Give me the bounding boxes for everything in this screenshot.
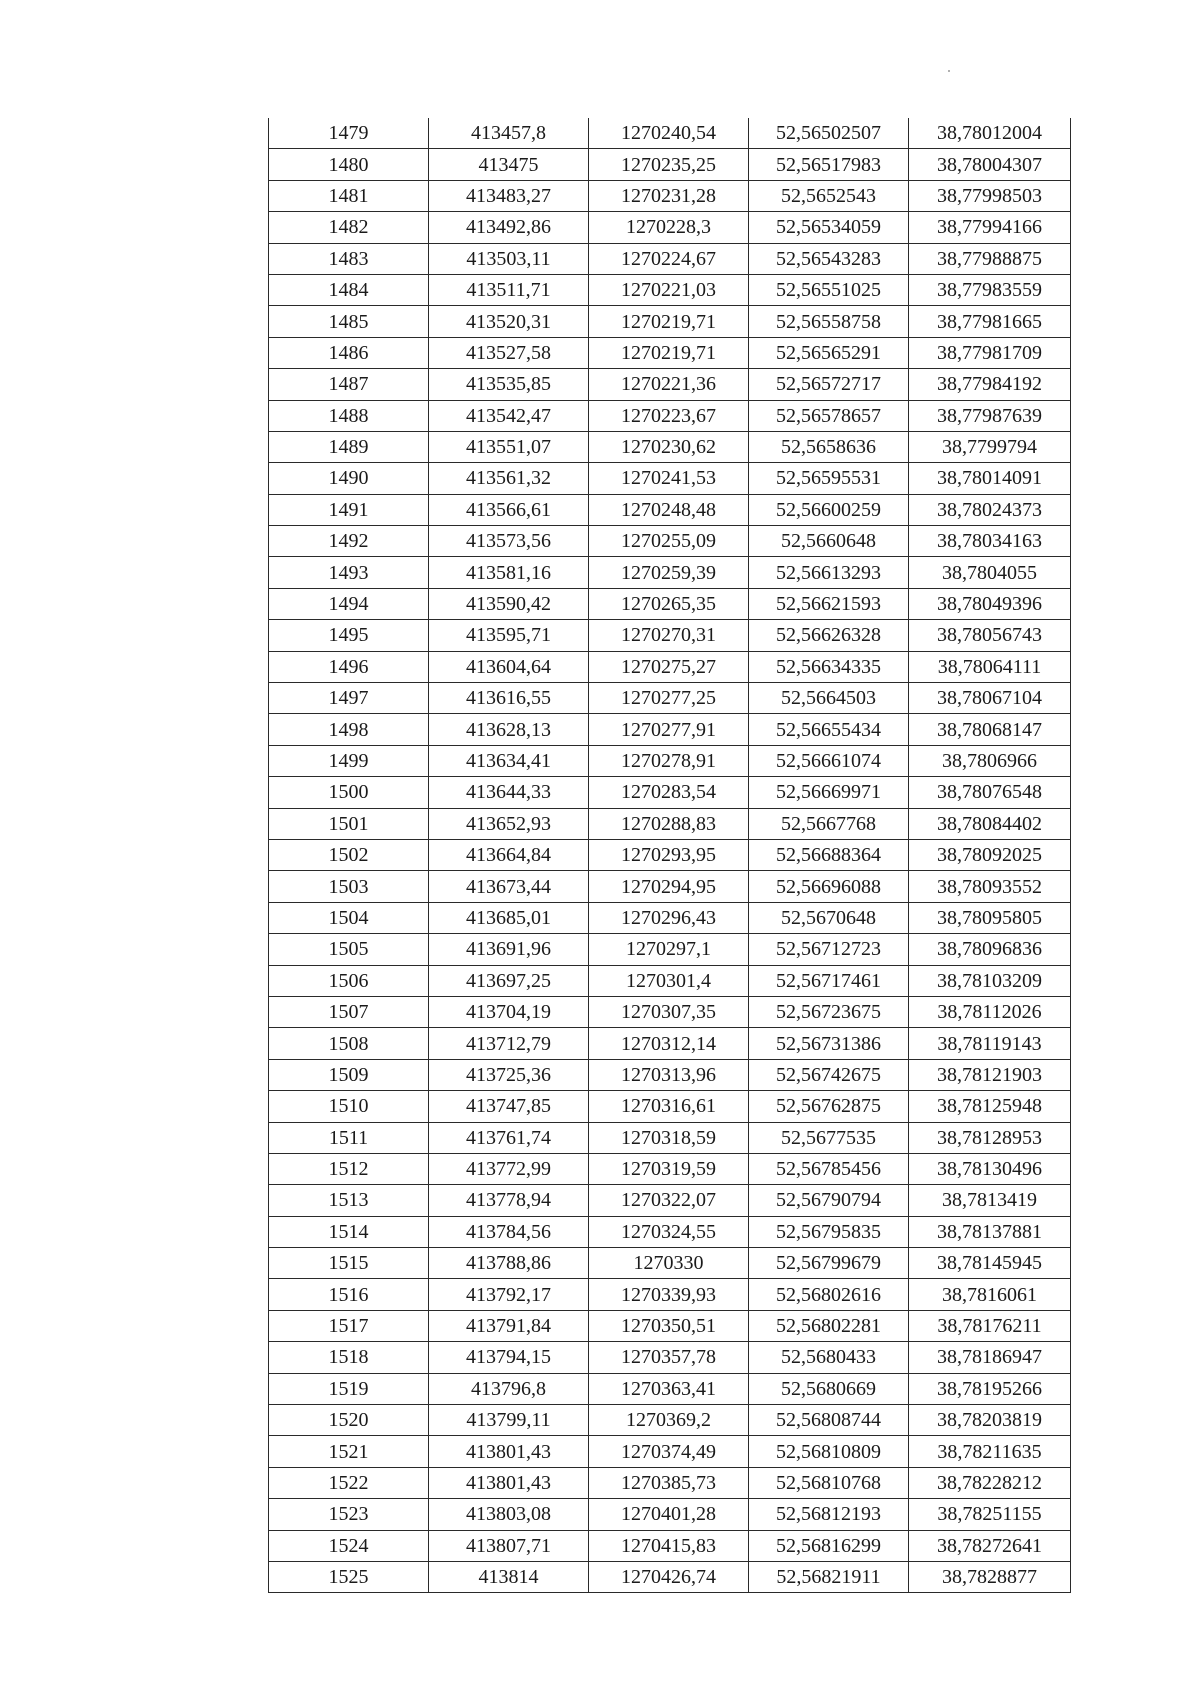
- table-row: [269, 494, 1071, 525]
- y-coordinate-cell: 1270324,55: [589, 1216, 749, 1247]
- longitude-cell: 38,78068147: [909, 714, 1071, 745]
- table-row: [269, 620, 1071, 651]
- y-coordinate-cell: 1270275,27: [589, 651, 749, 682]
- y-coordinate-cell: 1270357,78: [589, 1342, 749, 1373]
- table-row: [269, 839, 1071, 870]
- y-coordinate-cell: 1270307,35: [589, 996, 749, 1027]
- longitude-cell: 38,77988875: [909, 243, 1071, 274]
- point-number-cell: 1517: [269, 1310, 429, 1341]
- table-row: [269, 808, 1071, 839]
- table-row: [269, 1436, 1071, 1467]
- x-coordinate-cell: 413807,71: [429, 1530, 589, 1561]
- x-coordinate-cell: 413664,84: [429, 839, 589, 870]
- x-coordinate-cell: 413561,32: [429, 463, 589, 494]
- longitude-cell: 38,78067104: [909, 683, 1071, 714]
- point-number-cell: 1483: [269, 243, 429, 274]
- table-row: [269, 431, 1071, 462]
- table-row: [269, 1561, 1071, 1592]
- latitude-cell: 52,5677535: [749, 1122, 909, 1153]
- point-number-cell: 1492: [269, 526, 429, 557]
- point-number-cell: 1525: [269, 1561, 429, 1592]
- coordinates-table: [268, 118, 1071, 1593]
- point-number-cell: 1513: [269, 1185, 429, 1216]
- x-coordinate-cell: 413791,84: [429, 1310, 589, 1341]
- table-row: [269, 212, 1071, 243]
- latitude-cell: 52,56688364: [749, 839, 909, 870]
- longitude-cell: 38,78012004: [909, 118, 1071, 149]
- longitude-cell: 38,78049396: [909, 588, 1071, 619]
- longitude-cell: 38,77987639: [909, 400, 1071, 431]
- latitude-cell: 52,56502507: [749, 118, 909, 149]
- latitude-cell: 52,56565291: [749, 337, 909, 368]
- x-coordinate-cell: 413697,25: [429, 965, 589, 996]
- longitude-cell: 38,77981665: [909, 306, 1071, 337]
- table-row: [269, 149, 1071, 180]
- x-coordinate-cell: 413712,79: [429, 1028, 589, 1059]
- point-number-cell: 1519: [269, 1373, 429, 1404]
- longitude-cell: 38,78203819: [909, 1405, 1071, 1436]
- table-row: [269, 1279, 1071, 1310]
- latitude-cell: 52,56696088: [749, 871, 909, 902]
- point-number-cell: 1507: [269, 996, 429, 1027]
- point-number-cell: 1515: [269, 1248, 429, 1279]
- longitude-cell: 38,78004307: [909, 149, 1071, 180]
- y-coordinate-cell: 1270283,54: [589, 777, 749, 808]
- x-coordinate-cell: 413628,13: [429, 714, 589, 745]
- table-row: [269, 902, 1071, 933]
- table-row: [269, 1216, 1071, 1247]
- x-coordinate-cell: 413616,55: [429, 683, 589, 714]
- table-row: [269, 1342, 1071, 1373]
- y-coordinate-cell: 1270288,83: [589, 808, 749, 839]
- table-row: [269, 996, 1071, 1027]
- point-number-cell: 1502: [269, 839, 429, 870]
- point-number-cell: 1522: [269, 1467, 429, 1498]
- table-row: [269, 777, 1071, 808]
- longitude-cell: 38,7816061: [909, 1279, 1071, 1310]
- latitude-cell: 52,56543283: [749, 243, 909, 274]
- point-number-cell: 1501: [269, 808, 429, 839]
- latitude-cell: 52,56613293: [749, 557, 909, 588]
- table-row: [269, 1248, 1071, 1279]
- longitude-cell: 38,78251155: [909, 1499, 1071, 1530]
- point-number-cell: 1485: [269, 306, 429, 337]
- y-coordinate-cell: 1270316,61: [589, 1091, 749, 1122]
- point-number-cell: 1508: [269, 1028, 429, 1059]
- table-row: [269, 588, 1071, 619]
- table-row: [269, 1310, 1071, 1341]
- table-row: [269, 274, 1071, 305]
- x-coordinate-cell: 413581,16: [429, 557, 589, 588]
- y-coordinate-cell: 1270301,4: [589, 965, 749, 996]
- point-number-cell: 1505: [269, 934, 429, 965]
- table-row: [269, 337, 1071, 368]
- y-coordinate-cell: 1270363,41: [589, 1373, 749, 1404]
- x-coordinate-cell: 413801,43: [429, 1467, 589, 1498]
- x-coordinate-cell: 413772,99: [429, 1153, 589, 1184]
- longitude-cell: 38,78112026: [909, 996, 1071, 1027]
- point-number-cell: 1504: [269, 902, 429, 933]
- longitude-cell: 38,7806966: [909, 745, 1071, 776]
- latitude-cell: 52,56551025: [749, 274, 909, 305]
- latitude-cell: 52,56821911: [749, 1561, 909, 1592]
- x-coordinate-cell: 413492,86: [429, 212, 589, 243]
- longitude-cell: 38,78272641: [909, 1530, 1071, 1561]
- x-coordinate-cell: 413475: [429, 149, 589, 180]
- latitude-cell: 52,5680669: [749, 1373, 909, 1404]
- x-coordinate-cell: 413604,64: [429, 651, 589, 682]
- table-row: [269, 1059, 1071, 1090]
- point-number-cell: 1500: [269, 777, 429, 808]
- table-row: [269, 1122, 1071, 1153]
- latitude-cell: 52,56799679: [749, 1248, 909, 1279]
- y-coordinate-cell: 1270235,25: [589, 149, 749, 180]
- x-coordinate-cell: 413803,08: [429, 1499, 589, 1530]
- latitude-cell: 52,56790794: [749, 1185, 909, 1216]
- table-row: [269, 1530, 1071, 1561]
- y-coordinate-cell: 1270330: [589, 1248, 749, 1279]
- y-coordinate-cell: 1270240,54: [589, 118, 749, 149]
- point-number-cell: 1479: [269, 118, 429, 149]
- y-coordinate-cell: 1270415,83: [589, 1530, 749, 1561]
- longitude-cell: 38,77984192: [909, 369, 1071, 400]
- y-coordinate-cell: 1270319,59: [589, 1153, 749, 1184]
- y-coordinate-cell: 1270231,28: [589, 180, 749, 211]
- latitude-cell: 52,56661074: [749, 745, 909, 776]
- y-coordinate-cell: 1270401,28: [589, 1499, 749, 1530]
- latitude-cell: 52,56626328: [749, 620, 909, 651]
- longitude-cell: 38,78228212: [909, 1467, 1071, 1498]
- longitude-cell: 38,78119143: [909, 1028, 1071, 1059]
- latitude-cell: 52,56534059: [749, 212, 909, 243]
- longitude-cell: 38,77983559: [909, 274, 1071, 305]
- y-coordinate-cell: 1270248,48: [589, 494, 749, 525]
- latitude-cell: 52,56785456: [749, 1153, 909, 1184]
- point-number-cell: 1506: [269, 965, 429, 996]
- longitude-cell: 38,78128953: [909, 1122, 1071, 1153]
- x-coordinate-cell: 413761,74: [429, 1122, 589, 1153]
- table-row: [269, 1467, 1071, 1498]
- x-coordinate-cell: 413792,17: [429, 1279, 589, 1310]
- longitude-cell: 38,78103209: [909, 965, 1071, 996]
- point-number-cell: 1512: [269, 1153, 429, 1184]
- y-coordinate-cell: 1270221,03: [589, 274, 749, 305]
- point-number-cell: 1482: [269, 212, 429, 243]
- x-coordinate-cell: 413503,11: [429, 243, 589, 274]
- point-number-cell: 1480: [269, 149, 429, 180]
- point-number-cell: 1486: [269, 337, 429, 368]
- table-row: [269, 400, 1071, 431]
- point-number-cell: 1497: [269, 683, 429, 714]
- x-coordinate-cell: 413573,56: [429, 526, 589, 557]
- x-coordinate-cell: 413457,8: [429, 118, 589, 149]
- point-number-cell: 1516: [269, 1279, 429, 1310]
- latitude-cell: 52,56808744: [749, 1405, 909, 1436]
- y-coordinate-cell: 1270255,09: [589, 526, 749, 557]
- y-coordinate-cell: 1270369,2: [589, 1405, 749, 1436]
- y-coordinate-cell: 1270313,96: [589, 1059, 749, 1090]
- longitude-cell: 38,78084402: [909, 808, 1071, 839]
- y-coordinate-cell: 1270312,14: [589, 1028, 749, 1059]
- point-number-cell: 1488: [269, 400, 429, 431]
- point-number-cell: 1511: [269, 1122, 429, 1153]
- table-row: [269, 1373, 1071, 1404]
- x-coordinate-cell: 413673,44: [429, 871, 589, 902]
- latitude-cell: 52,56655434: [749, 714, 909, 745]
- longitude-cell: 38,78064111: [909, 651, 1071, 682]
- y-coordinate-cell: 1270426,74: [589, 1561, 749, 1592]
- scan-speck: [948, 70, 950, 72]
- x-coordinate-cell: 413794,15: [429, 1342, 589, 1373]
- table-row: [269, 463, 1071, 494]
- latitude-cell: 52,5660648: [749, 526, 909, 557]
- point-number-cell: 1493: [269, 557, 429, 588]
- table-row: [269, 683, 1071, 714]
- y-coordinate-cell: 1270224,67: [589, 243, 749, 274]
- x-coordinate-cell: 413595,71: [429, 620, 589, 651]
- table-row: [269, 1153, 1071, 1184]
- latitude-cell: 52,56634335: [749, 651, 909, 682]
- latitude-cell: 52,56810809: [749, 1436, 909, 1467]
- x-coordinate-cell: 413590,42: [429, 588, 589, 619]
- point-number-cell: 1518: [269, 1342, 429, 1373]
- latitude-cell: 52,5680433: [749, 1342, 909, 1373]
- point-number-cell: 1524: [269, 1530, 429, 1561]
- y-coordinate-cell: 1270294,95: [589, 871, 749, 902]
- latitude-cell: 52,56669971: [749, 777, 909, 808]
- latitude-cell: 52,56802281: [749, 1310, 909, 1341]
- point-number-cell: 1494: [269, 588, 429, 619]
- latitude-cell: 52,56600259: [749, 494, 909, 525]
- table-row: [269, 1028, 1071, 1059]
- latitude-cell: 52,56742675: [749, 1059, 909, 1090]
- x-coordinate-cell: 413801,43: [429, 1436, 589, 1467]
- longitude-cell: 38,78096836: [909, 934, 1071, 965]
- longitude-cell: 38,77994166: [909, 212, 1071, 243]
- point-number-cell: 1520: [269, 1405, 429, 1436]
- y-coordinate-cell: 1270374,49: [589, 1436, 749, 1467]
- point-number-cell: 1498: [269, 714, 429, 745]
- y-coordinate-cell: 1270277,25: [589, 683, 749, 714]
- longitude-cell: 38,78195266: [909, 1373, 1071, 1404]
- table-row: [269, 557, 1071, 588]
- y-coordinate-cell: 1270228,3: [589, 212, 749, 243]
- table-row: [269, 526, 1071, 557]
- coordinates-table-body: [269, 118, 1071, 1593]
- longitude-cell: 38,78137881: [909, 1216, 1071, 1247]
- point-number-cell: 1496: [269, 651, 429, 682]
- x-coordinate-cell: 413551,07: [429, 431, 589, 462]
- y-coordinate-cell: 1270350,51: [589, 1310, 749, 1341]
- table-row: [269, 243, 1071, 274]
- point-number-cell: 1509: [269, 1059, 429, 1090]
- latitude-cell: 52,56731386: [749, 1028, 909, 1059]
- longitude-cell: 38,78056743: [909, 620, 1071, 651]
- y-coordinate-cell: 1270221,36: [589, 369, 749, 400]
- table-row: [269, 1499, 1071, 1530]
- point-number-cell: 1487: [269, 369, 429, 400]
- table-row: [269, 306, 1071, 337]
- longitude-cell: 38,7813419: [909, 1185, 1071, 1216]
- y-coordinate-cell: 1270230,62: [589, 431, 749, 462]
- x-coordinate-cell: 413788,86: [429, 1248, 589, 1279]
- table-row: [269, 651, 1071, 682]
- x-coordinate-cell: 413520,31: [429, 306, 589, 337]
- longitude-cell: 38,78076548: [909, 777, 1071, 808]
- x-coordinate-cell: 413691,96: [429, 934, 589, 965]
- table-row: [269, 118, 1071, 149]
- point-number-cell: 1484: [269, 274, 429, 305]
- x-coordinate-cell: 413778,94: [429, 1185, 589, 1216]
- y-coordinate-cell: 1270223,67: [589, 400, 749, 431]
- y-coordinate-cell: 1270277,91: [589, 714, 749, 745]
- longitude-cell: 38,7799794: [909, 431, 1071, 462]
- y-coordinate-cell: 1270241,53: [589, 463, 749, 494]
- x-coordinate-cell: 413747,85: [429, 1091, 589, 1122]
- x-coordinate-cell: 413535,85: [429, 369, 589, 400]
- latitude-cell: 52,56812193: [749, 1499, 909, 1530]
- longitude-cell: 38,78125948: [909, 1091, 1071, 1122]
- latitude-cell: 52,5658636: [749, 431, 909, 462]
- point-number-cell: 1514: [269, 1216, 429, 1247]
- point-number-cell: 1521: [269, 1436, 429, 1467]
- latitude-cell: 52,56795835: [749, 1216, 909, 1247]
- x-coordinate-cell: 413634,41: [429, 745, 589, 776]
- y-coordinate-cell: 1270270,31: [589, 620, 749, 651]
- latitude-cell: 52,56717461: [749, 965, 909, 996]
- latitude-cell: 52,56810768: [749, 1467, 909, 1498]
- latitude-cell: 52,5667768: [749, 808, 909, 839]
- y-coordinate-cell: 1270322,07: [589, 1185, 749, 1216]
- y-coordinate-cell: 1270219,71: [589, 337, 749, 368]
- y-coordinate-cell: 1270385,73: [589, 1467, 749, 1498]
- latitude-cell: 52,56802616: [749, 1279, 909, 1310]
- point-number-cell: 1499: [269, 745, 429, 776]
- table-row: [269, 1405, 1071, 1436]
- x-coordinate-cell: 413644,33: [429, 777, 589, 808]
- longitude-cell: 38,78186947: [909, 1342, 1071, 1373]
- y-coordinate-cell: 1270318,59: [589, 1122, 749, 1153]
- y-coordinate-cell: 1270293,95: [589, 839, 749, 870]
- longitude-cell: 38,78211635: [909, 1436, 1071, 1467]
- table-row: [269, 965, 1071, 996]
- point-number-cell: 1503: [269, 871, 429, 902]
- latitude-cell: 52,56595531: [749, 463, 909, 494]
- latitude-cell: 52,56621593: [749, 588, 909, 619]
- table-row: [269, 871, 1071, 902]
- latitude-cell: 52,56578657: [749, 400, 909, 431]
- point-number-cell: 1490: [269, 463, 429, 494]
- latitude-cell: 52,5652543: [749, 180, 909, 211]
- longitude-cell: 38,78034163: [909, 526, 1071, 557]
- point-number-cell: 1495: [269, 620, 429, 651]
- longitude-cell: 38,78130496: [909, 1153, 1071, 1184]
- latitude-cell: 52,56517983: [749, 149, 909, 180]
- longitude-cell: 38,78014091: [909, 463, 1071, 494]
- longitude-cell: 38,78095805: [909, 902, 1071, 933]
- longitude-cell: 38,78121903: [909, 1059, 1071, 1090]
- x-coordinate-cell: 413511,71: [429, 274, 589, 305]
- longitude-cell: 38,78176211: [909, 1310, 1071, 1341]
- longitude-cell: 38,7804055: [909, 557, 1071, 588]
- longitude-cell: 38,7828877: [909, 1561, 1071, 1592]
- longitude-cell: 38,78093552: [909, 871, 1071, 902]
- x-coordinate-cell: 413799,11: [429, 1405, 589, 1436]
- latitude-cell: 52,56723675: [749, 996, 909, 1027]
- table-row: [269, 745, 1071, 776]
- latitude-cell: 52,56558758: [749, 306, 909, 337]
- x-coordinate-cell: 413725,36: [429, 1059, 589, 1090]
- y-coordinate-cell: 1270265,35: [589, 588, 749, 619]
- x-coordinate-cell: 413685,01: [429, 902, 589, 933]
- x-coordinate-cell: 413652,93: [429, 808, 589, 839]
- x-coordinate-cell: 413542,47: [429, 400, 589, 431]
- latitude-cell: 52,5664503: [749, 683, 909, 714]
- latitude-cell: 52,56712723: [749, 934, 909, 965]
- table-row: [269, 714, 1071, 745]
- y-coordinate-cell: 1270296,43: [589, 902, 749, 933]
- latitude-cell: 52,5670648: [749, 902, 909, 933]
- y-coordinate-cell: 1270219,71: [589, 306, 749, 337]
- table-row: [269, 1091, 1071, 1122]
- longitude-cell: 38,78092025: [909, 839, 1071, 870]
- y-coordinate-cell: 1270278,91: [589, 745, 749, 776]
- x-coordinate-cell: 413527,58: [429, 337, 589, 368]
- point-number-cell: 1489: [269, 431, 429, 462]
- longitude-cell: 38,77981709: [909, 337, 1071, 368]
- y-coordinate-cell: 1270259,39: [589, 557, 749, 588]
- x-coordinate-cell: 413704,19: [429, 996, 589, 1027]
- point-number-cell: 1491: [269, 494, 429, 525]
- x-coordinate-cell: 413796,8: [429, 1373, 589, 1404]
- x-coordinate-cell: 413566,61: [429, 494, 589, 525]
- y-coordinate-cell: 1270297,1: [589, 934, 749, 965]
- y-coordinate-cell: 1270339,93: [589, 1279, 749, 1310]
- point-number-cell: 1523: [269, 1499, 429, 1530]
- x-coordinate-cell: 413784,56: [429, 1216, 589, 1247]
- longitude-cell: 38,78024373: [909, 494, 1071, 525]
- longitude-cell: 38,77998503: [909, 180, 1071, 211]
- x-coordinate-cell: 413483,27: [429, 180, 589, 211]
- point-number-cell: 1510: [269, 1091, 429, 1122]
- table-row: [269, 369, 1071, 400]
- latitude-cell: 52,56572717: [749, 369, 909, 400]
- table-row: [269, 934, 1071, 965]
- latitude-cell: 52,56762875: [749, 1091, 909, 1122]
- point-number-cell: 1481: [269, 180, 429, 211]
- latitude-cell: 52,56816299: [749, 1530, 909, 1561]
- longitude-cell: 38,78145945: [909, 1248, 1071, 1279]
- table-row: [269, 1185, 1071, 1216]
- table-row: [269, 180, 1071, 211]
- x-coordinate-cell: 413814: [429, 1561, 589, 1592]
